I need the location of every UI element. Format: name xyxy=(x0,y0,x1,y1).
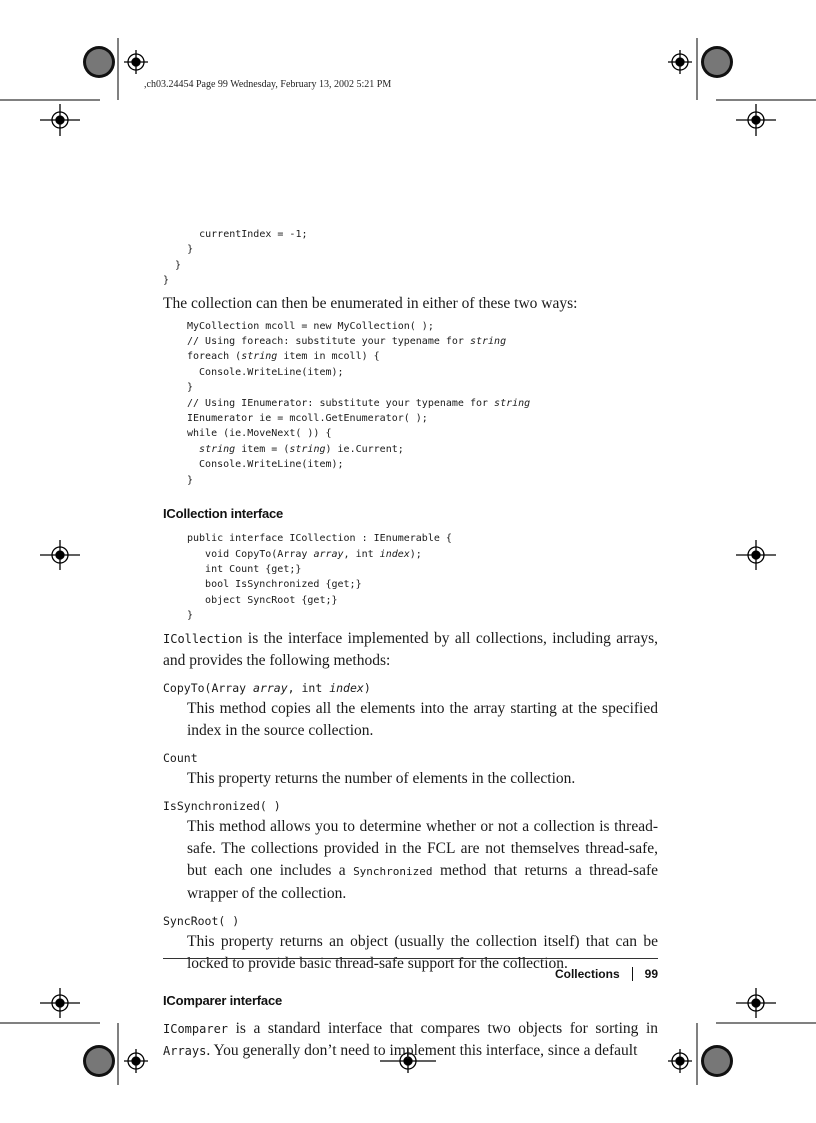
code-block-enumerate: MyCollection mcoll = new MyCollection( ); // Using foreach: substitute your typename for string foreach (string item in mcoll) { Console.WriteLine(item); } // Using IEnumerator: substitute your typename for string IEnumerator ie = mcoll.GetEnumerator( ); while (ie.MoveNext( )) { string item = (string) ie.Current; Console.WriteLine(item); } xyxy=(187,320,531,486)
term-syncroot: SyncRoot( ) xyxy=(163,913,240,928)
term-description: This method allows you to determine whether or not a collection is thread-safe. The collections provided in the FCL are not themselves thread-safe, but each one includes a Synchronized method that returns a thread-safe wrapper of the collection. xyxy=(187,817,658,902)
code-block-enumerator-end: currentIndex = -1; } } } xyxy=(163,229,308,287)
term-count: Count xyxy=(163,750,198,765)
paragraph-icomparer: IComparer is a standard interface that compares two objects for sorting in Arrays. You generally don’t need to implement this interface, since a default xyxy=(163,1019,658,1059)
paragraph-icollection-intro: ICollection is the interface implemented by all collections, including arrays, and provides the following methods: xyxy=(163,629,658,669)
term-description: This property returns an object (usually the collection itself) that can be locked to provide basic thread-safe support for the collection. xyxy=(187,932,658,972)
term-description: This method copies all the elements into the array starting at the specified index in the source collection. xyxy=(187,699,658,739)
term-issynchronized: IsSynchronized( ) xyxy=(163,798,281,813)
paragraph-enumerate: The collection can then be enumerated in either of these two ways: xyxy=(163,294,578,312)
footer-rule xyxy=(163,958,658,959)
footer-separator xyxy=(632,967,633,981)
term-copyto: CopyTo(Array array, int index) xyxy=(163,680,371,695)
footer-section-title: Collections xyxy=(554,967,620,981)
term-description: This property returns the number of elements in the collection. xyxy=(187,769,576,787)
page-body xyxy=(163,227,658,1066)
heading-icomparer: IComparer interface xyxy=(163,992,283,1008)
term-list xyxy=(163,678,658,975)
page-footer xyxy=(555,967,658,981)
heading-icollection: ICollection interface xyxy=(163,506,284,522)
page-number: 99 xyxy=(644,967,658,981)
code-block-icollection: public interface ICollection : IEnumerable { void CopyTo(Array array, int index); int Count {get;} bool IsSynchronized {get;} object SyncRoot {get;} } xyxy=(187,533,452,622)
print-slug: ,ch03.24454 Page 99 Wednesday, February 13, 2002 5:21 PM xyxy=(144,79,392,90)
